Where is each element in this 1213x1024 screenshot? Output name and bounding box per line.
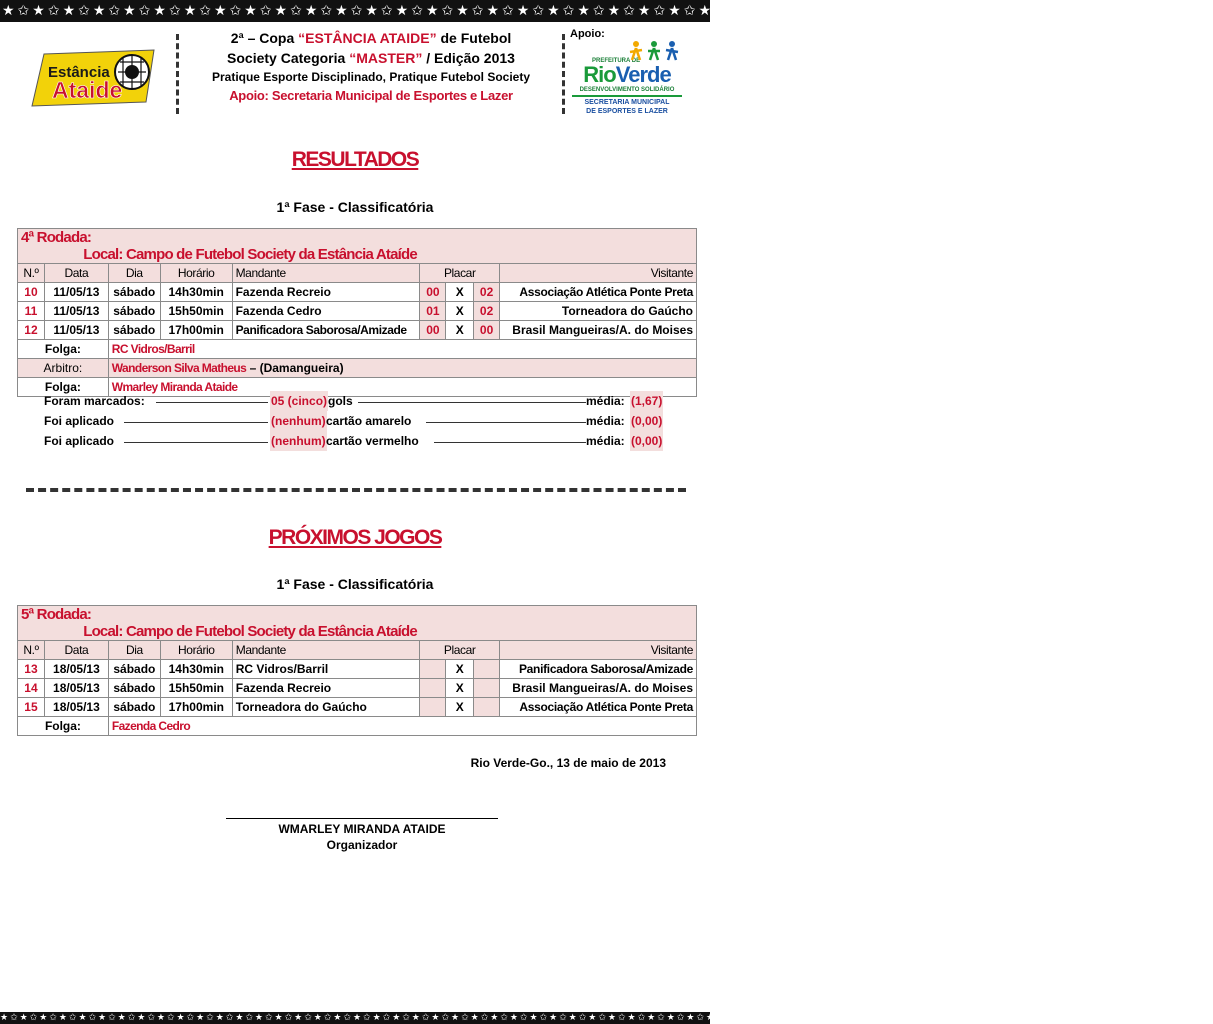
header-text <box>182 28 560 106</box>
col-date: Data <box>44 264 108 283</box>
folga2-row: Folga: Wmarley Miranda Ataide <box>18 378 697 397</box>
table-row: 11 11/05/13 sábado 15h50min Fazenda Cedro 01 X 02 Torneadora do Gaúcho <box>18 302 697 321</box>
col-time: Horário <box>160 264 232 283</box>
header-line-4: Apoio: Secretaria Municipal de Esportes e Lazer <box>229 88 513 103</box>
venue-label: Local: Campo de Futebol Society da Estância Ataíde <box>83 623 417 640</box>
upcoming-header-row: N.º Data Dia Horário Mandante Placar Visitante <box>18 641 697 660</box>
header-divider-right <box>562 34 565 114</box>
section-divider <box>26 488 686 492</box>
upcoming-title: PRÓXIMOS JOGOS <box>268 526 442 549</box>
stat-goals: Foram marcados: 05 (cinco) gols média: (1,67) <box>44 391 670 411</box>
folga-row: Folga: Fazenda Cedro <box>18 717 697 736</box>
col-score: Placar <box>420 264 500 283</box>
results-round-row <box>18 229 697 264</box>
signer-role: Organizador <box>326 838 398 852</box>
star-border-bottom: ★✩★✩★✩★✩★✩★✩★✩★✩★✩★✩★✩★✩★✩★✩★✩★✩★✩★✩★✩★✩★✩★✩★✩★✩★✩★✩★✩★✩★✩★✩★✩★✩★✩★✩★✩★✩★✩★✩★✩★✩★✩★✩★✩★✩★✩★✩★✩★✩★✩★✩ <box>0 1013 981 1023</box>
venue-label: Local: Campo de Futebol Society da Estância Ataíde <box>83 246 417 263</box>
apoio-label: Apoio: <box>570 28 605 40</box>
table-row: 10 11/05/13 sábado 14h30min Fazenda Recreio 00 X 02 Associação Atlética Ponte Preta <box>18 283 697 302</box>
header-divider-left <box>176 34 179 114</box>
header-line-3: Pratique Esporte Disciplinado, Pratique Futebol Society <box>211 70 531 84</box>
signature-line <box>226 818 498 819</box>
col-day: Dia <box>108 264 160 283</box>
svg-text:Ataide: Ataide <box>52 77 123 103</box>
table-row: 14 18/05/13 sábado 15h50min Fazenda Recreio X Brasil Mangueiras/A. do Moises <box>18 679 697 698</box>
folga-row: Folga: RC Vidros/Barril <box>18 340 697 359</box>
document-header <box>0 22 710 118</box>
round-label: 4ª Rodada: <box>21 229 92 246</box>
stat-yellow-cards: Foi aplicado (nenhum) cartão amarelo média: (0,00) <box>44 411 670 431</box>
svg-text:Estância: Estância <box>48 64 110 81</box>
rio-verde-logo: PREFEITURA DE RioVerde DESENVOLVIMENTO SOLIDÁRIO SECRETARIA MUNICIPAL DE ESPORTES E LAZER <box>568 38 686 118</box>
estancia-ataide-logo <box>32 50 160 106</box>
stat-red-cards: Foi aplicado (nenhum) cartão vermelho média: (0,00) <box>44 431 670 451</box>
col-away: Visitante <box>500 264 697 283</box>
results-table <box>17 228 697 397</box>
upcoming-table <box>17 605 697 736</box>
results-header-row <box>18 264 697 283</box>
document-date: Rio Verde-Go., 13 de maio de 2013 <box>470 756 666 770</box>
results-phase: 1ª Fase - Classificatória <box>276 199 434 215</box>
rio-verde-figures-icon <box>626 40 682 62</box>
header-line-2: Society Categoria “MASTER” / Edição 2013 <box>227 50 515 66</box>
upcoming-round-row <box>18 606 697 641</box>
round-label: 5ª Rodada: <box>21 606 92 623</box>
table-row: 13 18/05/13 sábado 14h30min RC Vidros/Barril X Panificadora Saborosa/Amizade <box>18 660 697 679</box>
table-row: 15 18/05/13 sábado 17h00min Torneadora do Gaúcho X Associação Atlética Ponte Preta <box>18 698 697 717</box>
col-num: N.º <box>18 264 45 283</box>
star-border-top: ★✩★✩★✩★✩★✩★✩★✩★✩★✩★✩★✩★✩★✩★✩★✩★✩★✩★✩★✩★✩★✩★✩★✩★✩★✩★✩★✩★✩★✩★✩★✩★✩★✩★✩★✩★✩★✩★✩★✩★✩ <box>0 0 710 22</box>
arbitro-row: Arbitro: Wanderson Silva Matheus – (Damangueira) <box>18 359 697 378</box>
col-home: Mandante <box>232 264 420 283</box>
stats-block <box>44 391 670 451</box>
signer-name: WMARLEY MIRANDA ATAIDE <box>278 822 446 836</box>
results-title: RESULTADOS <box>291 148 419 171</box>
table-row: 12 11/05/13 sábado 17h00min Panificadora Saborosa/Amizade 00 X 00 Brasil Mangueiras/A. do Moises <box>18 321 697 340</box>
header-line-1: 2ª – Copa “ESTÂNCIA ATAIDE” de Futebol <box>230 30 512 46</box>
upcoming-phase: 1ª Fase - Classificatória <box>276 576 434 592</box>
